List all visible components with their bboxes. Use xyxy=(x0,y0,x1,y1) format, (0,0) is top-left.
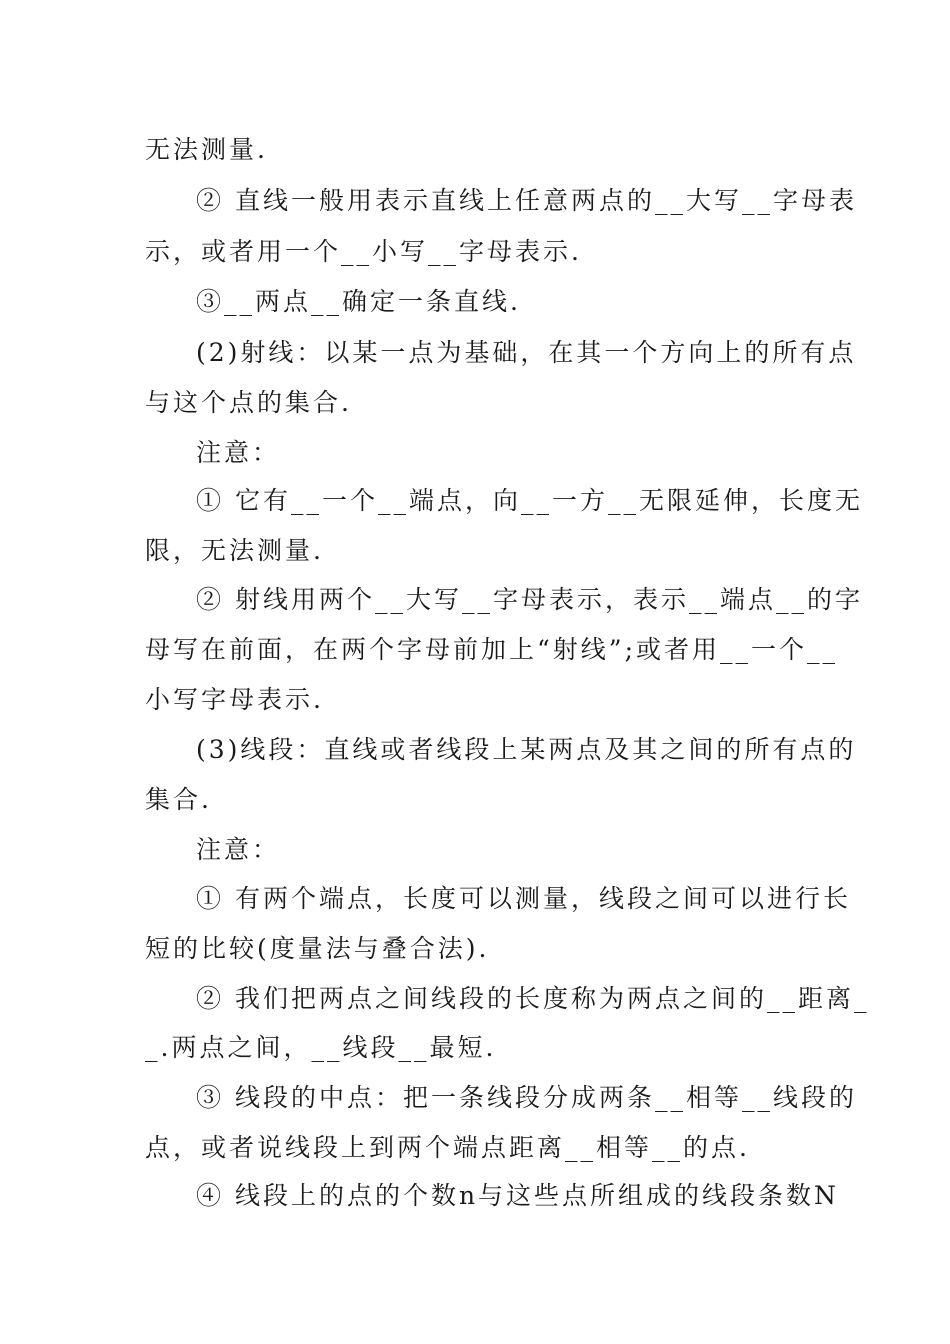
text-line-21: 点，或者说线段上到两个端点距离__相等__的点. xyxy=(145,1133,750,1162)
text-line-13: (3)线段：直线或者线段上某两点及其之间的所有点的 xyxy=(196,735,857,764)
text-line-5: (2)射线：以某一点为基础，在其一个方向上的所有点 xyxy=(196,338,857,367)
text-line-8: ① 它有__一个__端点，向__一方__无限延伸，长度无 xyxy=(196,486,863,515)
text-line-19: _.两点之间，__线段__最短. xyxy=(145,1033,497,1062)
text-line-22: ④ 线段上的点的个数n与这些点所组成的线段条数N xyxy=(196,1181,839,1210)
text-line-1: 无法测量. xyxy=(145,135,268,164)
text-line-6: 与这个点的集合. xyxy=(145,388,352,417)
text-line-10: ② 射线用两个__大写__字母表示，表示__端点__的字 xyxy=(196,585,863,614)
text-line-17: 短的比较(度量法与叠合法). xyxy=(145,934,490,963)
text-line-7: 注意： xyxy=(196,438,281,467)
text-line-11: 母写在前面，在两个字母前加上“射线”;或者用__一个__ xyxy=(145,635,838,664)
text-line-14: 集合. xyxy=(145,785,212,814)
text-line-12: 小写字母表示. xyxy=(145,685,324,714)
text-line-18: ② 我们把两点之间线段的长度称为两点之间的__距离_ xyxy=(196,984,870,1013)
text-line-3: 示，或者用一个__小写__字母表示. xyxy=(145,237,582,266)
text-line-15: 注意： xyxy=(196,835,281,864)
text-line-20: ③ 线段的中点：把一条线段分成两条__相等__线段的 xyxy=(196,1083,857,1112)
text-line-4: ③__两点__确定一条直线. xyxy=(196,287,521,316)
text-line-2: ② 直线一般用表示直线上任意两点的__大写__字母表 xyxy=(196,186,857,215)
text-line-16: ① 有两个端点，长度可以测量，线段之间可以进行长 xyxy=(196,884,851,913)
text-line-9: 限，无法测量. xyxy=(145,536,324,565)
